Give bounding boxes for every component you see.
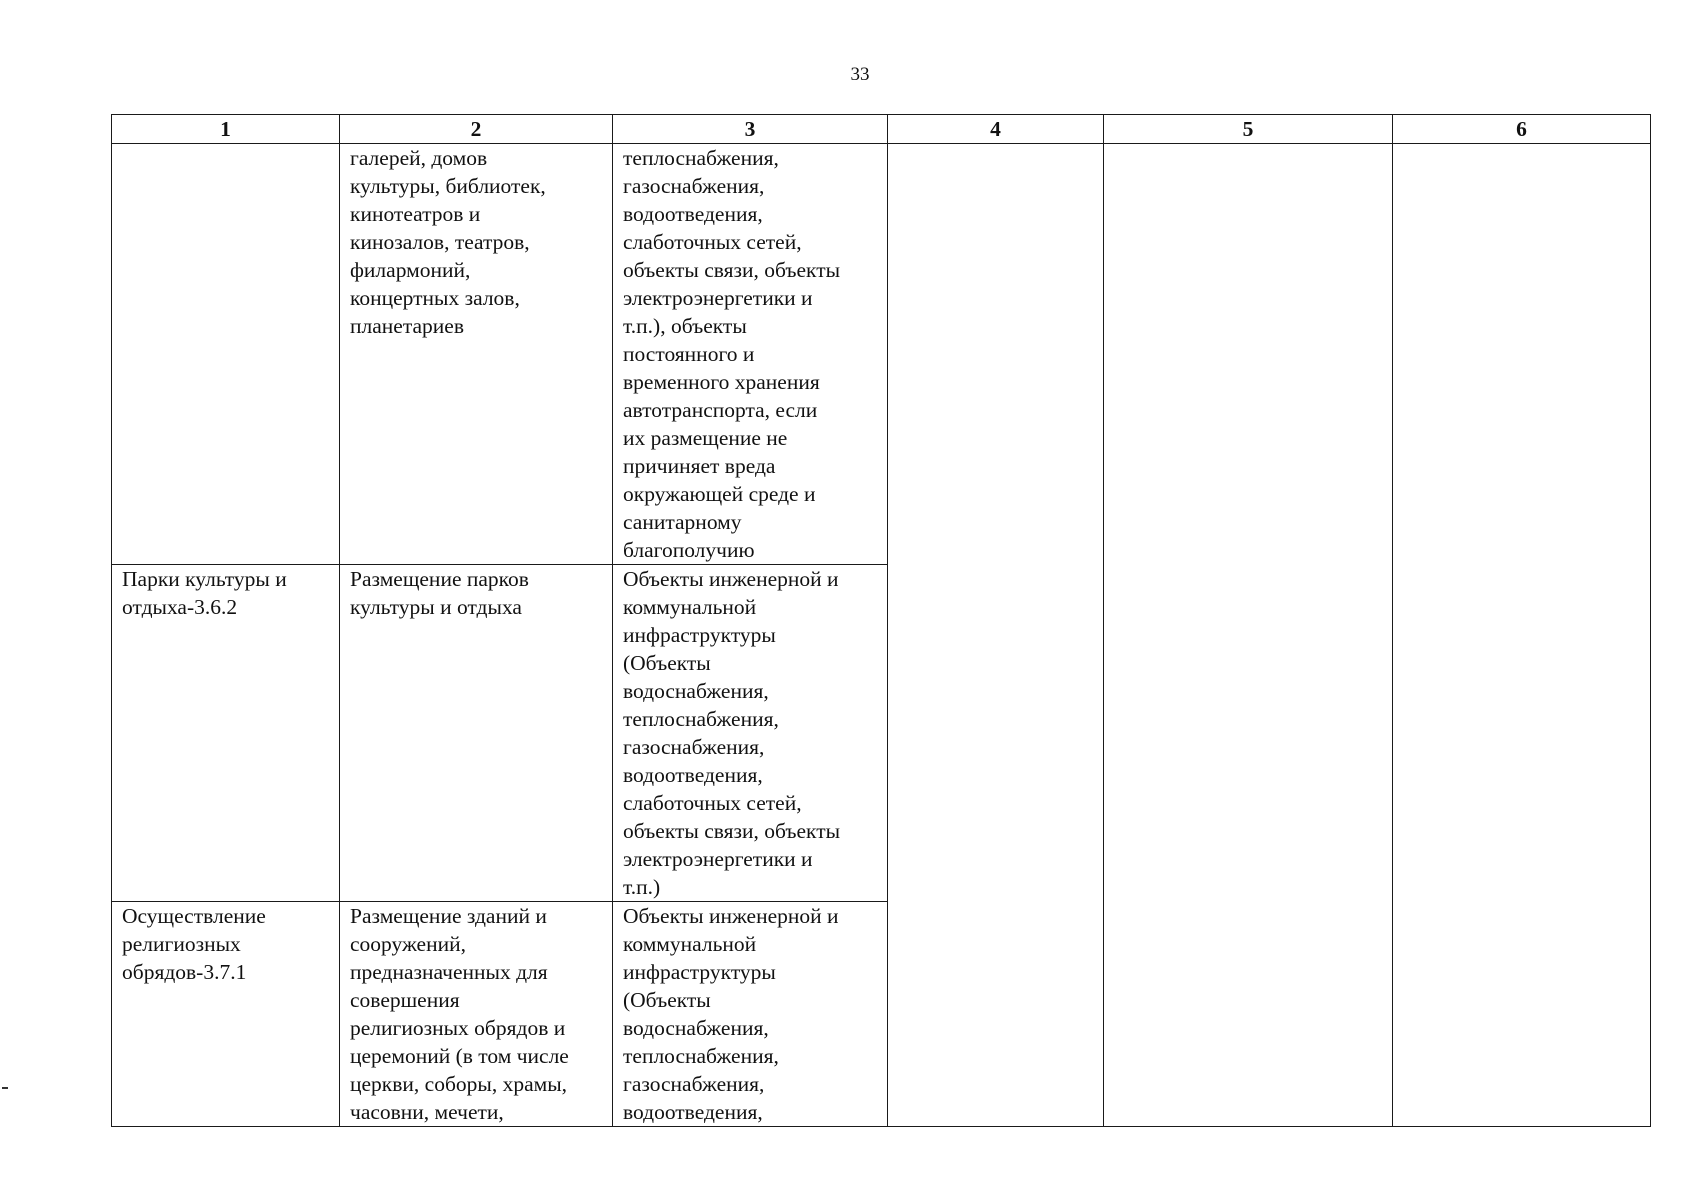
cell-description: Размещение зданий и сооружений, предназначенных для совершения религиозных обрядов и церемоний (в том числе церкви, соборы, храмы, часовни, мечети, <box>340 902 613 1127</box>
column-header: 3 <box>613 115 888 144</box>
column-header: 4 <box>888 115 1104 144</box>
cell-column-6 <box>1393 144 1651 1127</box>
page-number: 33 <box>850 64 870 85</box>
table-row <box>112 144 1651 565</box>
document-table <box>111 114 1651 1127</box>
cell-permitted-use: Парки культуры и отдыха-3.6.2 <box>112 565 340 902</box>
cell-auxiliary-use: теплоснабжения, газоснабжения, водоотведения, слаботочных сетей, объекты связи, объекты электроэнергетики и т.п.), объекты постоянного и временного хранения автотранспорта, если их размещение не причиняет вреда окружающей среде и санитарному благополучию <box>613 144 888 565</box>
cell-column-5 <box>1104 144 1393 1127</box>
column-header: 1 <box>112 115 340 144</box>
table-header-row <box>112 115 1651 144</box>
column-header: 6 <box>1393 115 1651 144</box>
cell-column-4 <box>888 144 1104 1127</box>
cell-description: Размещение парков культуры и отдыха <box>340 565 613 902</box>
cell-permitted-use <box>112 144 340 565</box>
cell-permitted-use: Осуществление религиозных обрядов-3.7.1 <box>112 902 340 1127</box>
cell-auxiliary-use: Объекты инженерной и коммунальной инфраструктуры (Объекты водоснабжения, теплоснабжения, газоснабжения, водоотведения, слаботочных сетей, объекты связи, объекты электроэнергетики и т.п.) <box>613 565 888 902</box>
scan-mark <box>2 1087 8 1089</box>
cell-description: галерей, домов культуры, библиотек, кинотеатров и кинозалов, театров, филармоний, концертных залов, планетариев <box>340 144 613 565</box>
column-header: 2 <box>340 115 613 144</box>
cell-auxiliary-use: Объекты инженерной и коммунальной инфраструктуры (Объекты водоснабжения, теплоснабжения, газоснабжения, водоотведения, <box>613 902 888 1127</box>
column-header: 5 <box>1104 115 1393 144</box>
